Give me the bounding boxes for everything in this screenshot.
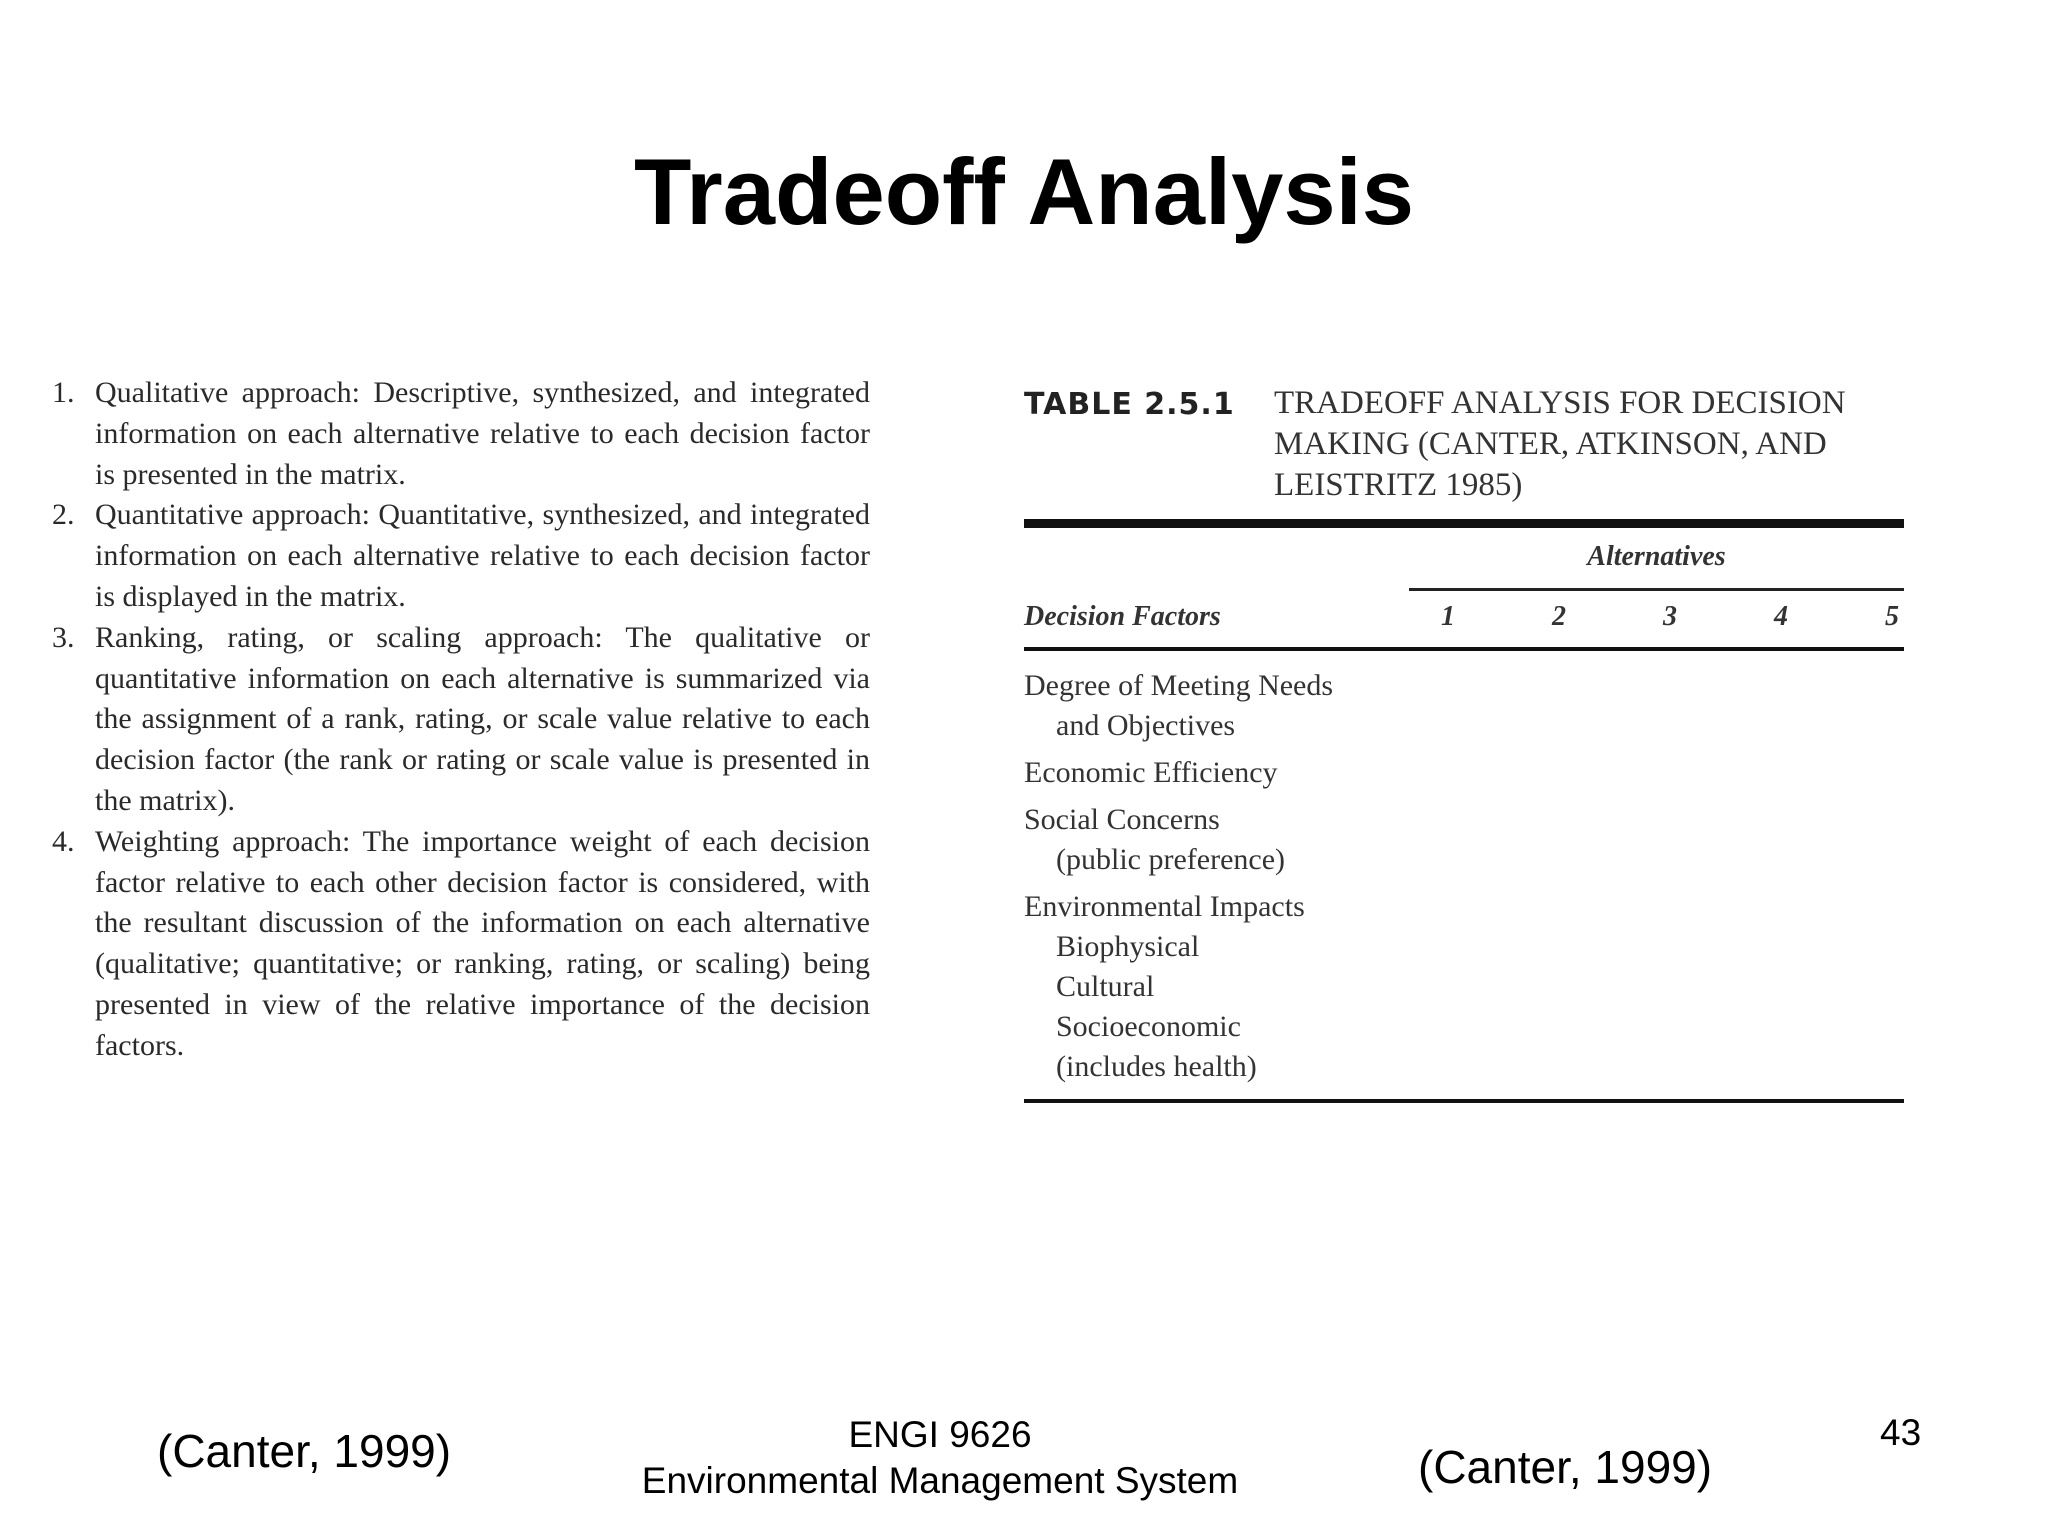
approach-list	[50, 373, 870, 1067]
item-number: 3.	[52, 620, 75, 654]
list-item	[50, 618, 870, 822]
factor-list	[1024, 666, 1424, 1094]
factor-subline: Biophysical	[1056, 930, 1200, 963]
course-code: ENGI 9626	[848, 1414, 1032, 1455]
slide-title: Tradeoff Analysis	[633, 139, 1415, 244]
course-name: Environmental Management System	[641, 1460, 1239, 1501]
decision-factors-header: Decision Factors	[1024, 601, 1221, 632]
course-footer	[540, 1412, 1340, 1504]
item-number: 1.	[52, 376, 75, 409]
citation-right: (Canter, 1999)	[1418, 1441, 1713, 1493]
alternatives-header: Alternatives	[1587, 541, 1726, 572]
table-row	[1024, 887, 1424, 1087]
header-rule	[1024, 647, 1904, 651]
table-row	[1024, 666, 1424, 746]
alternative-column-header: 2	[1552, 601, 1566, 632]
factor-name: Environmental Impacts	[1024, 890, 1305, 923]
item-text: Quantitative approach: Quantitative, synthesized, and integrated information on each alternative relative to each decision factor is displayed in the matrix.	[95, 498, 870, 613]
factor-subline: Cultural	[1056, 970, 1155, 1003]
page-number: 43	[1880, 1412, 1922, 1453]
alternative-column-header: 5	[1885, 601, 1899, 632]
alternatives-rule	[1409, 588, 1904, 591]
list-item	[50, 373, 870, 495]
table-row	[1024, 753, 1424, 793]
item-text: Weighting approach: The importance weight of each decision factor relative to each other decision factor is considered, with the resultant discussion of the information on each alternative (qualitative; quantitative; or ranking, rating, or scaling) being presented in view of the relative importance of the decision factors.	[95, 824, 870, 1062]
item-number: 4.	[52, 824, 75, 858]
factor-subline: and Objectives	[1056, 709, 1236, 742]
item-number: 2.	[52, 498, 75, 532]
factor-subline: (public preference)	[1056, 843, 1286, 876]
table-bottom-rule	[1024, 1099, 1904, 1103]
list-item	[50, 822, 870, 1067]
table-row	[1024, 800, 1424, 880]
alternative-column-header: 3	[1663, 601, 1677, 632]
citation-left: (Canter, 1999)	[157, 1425, 452, 1477]
list-item	[50, 495, 870, 617]
alternative-column-header: 4	[1774, 601, 1788, 632]
factor-subline: (includes health)	[1056, 1050, 1257, 1083]
table-title: TRADEOFF ANALYSIS FOR DECISION MAKING (CANTER, ATKINSON, AND LEISTRITZ 1985)	[1274, 385, 1846, 503]
table-label: TABLE 2.5.1	[1024, 387, 1235, 422]
item-text: Qualitative approach: Descriptive, synthesized, and integrated information on each alternative relative to each decision factor is presented in the matrix.	[95, 376, 870, 491]
factor-subline: Socioeconomic	[1056, 1010, 1241, 1043]
factor-name: Social Concerns	[1024, 803, 1220, 836]
factor-name: Degree of Meeting Needs	[1024, 669, 1334, 702]
alternative-column-header: 1	[1441, 601, 1455, 632]
factor-name: Economic Efficiency	[1024, 756, 1278, 789]
table-top-rule	[1024, 519, 1904, 528]
item-text: Ranking, rating, or scaling approach: The qualitative or quantitative information on each alternative is summarized via the assignment of a rank, rating, or scale value relative to each decision factor (the rank or rating or scale value is presented in the matrix).	[95, 620, 870, 817]
